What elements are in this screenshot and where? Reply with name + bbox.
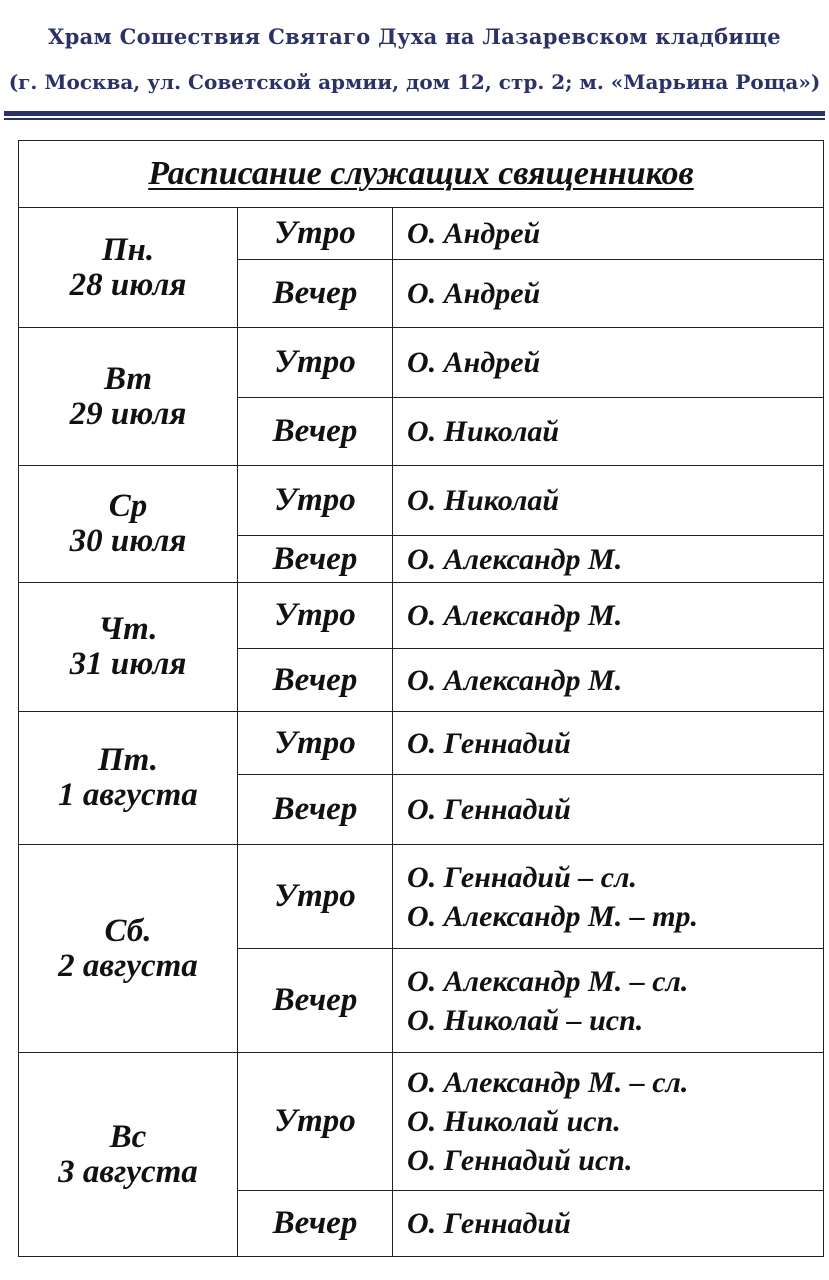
- day-name: Пн.: [101, 231, 155, 268]
- service-time: Вечер: [238, 536, 393, 583]
- priest-name: О. Александр М. – тр.: [407, 899, 699, 933]
- priest-cell: [393, 949, 824, 1053]
- priest-name: О. Александр М. – сл.: [407, 1066, 689, 1099]
- day-cell: [19, 583, 238, 712]
- schedule-row: [19, 712, 824, 775]
- priest-name: О. Андрей: [407, 346, 541, 379]
- priest-name: О. Александр М.: [407, 663, 623, 697]
- day-date: 3 августа: [58, 1153, 198, 1190]
- priest-cell: [393, 649, 824, 712]
- church-name: Храм Сошествия Святаго Духа на Лазаревском кладбище: [48, 24, 781, 49]
- priest-name: О. Геннадий исп.: [407, 1144, 633, 1177]
- priest-name: О. Геннадий: [407, 726, 571, 760]
- priest-cell: [393, 1053, 824, 1191]
- service-time: Утро: [238, 208, 393, 260]
- priest-cell: [393, 260, 824, 328]
- day-name: Пт.: [98, 742, 158, 778]
- priest-name: О. Александр М.: [407, 542, 623, 576]
- day-date: 28 июля: [69, 266, 187, 303]
- priest-name: О. Николай – исп.: [407, 1003, 644, 1037]
- priest-cell: [393, 328, 824, 398]
- service-time: Утро: [238, 1053, 393, 1191]
- service-time: Утро: [238, 583, 393, 649]
- day-cell: [19, 1053, 238, 1257]
- priest-name: О. Александр М.: [407, 599, 623, 632]
- priest-name: О. Николай: [407, 415, 560, 448]
- schedule-row: [19, 328, 824, 398]
- service-time: Вечер: [238, 398, 393, 466]
- day-date: 30 июля: [69, 523, 187, 559]
- priest-cell: [393, 845, 824, 949]
- priest-cell: [393, 466, 824, 536]
- priest-name: О. Геннадий: [407, 1207, 571, 1240]
- service-time: Утро: [238, 845, 393, 949]
- priest-name: О. Николай: [407, 484, 560, 517]
- service-time: Утро: [238, 712, 393, 775]
- schedule-row: [19, 583, 824, 649]
- title-row: [19, 141, 824, 208]
- header-divider-thick: [4, 111, 825, 116]
- day-name: Сб.: [104, 912, 152, 949]
- priest-name: О. Андрей: [407, 217, 541, 250]
- priest-name: О. Андрей: [407, 277, 541, 310]
- priest-cell: [393, 1191, 824, 1257]
- priest-cell: [393, 208, 824, 260]
- service-time: Утро: [238, 466, 393, 536]
- day-date: 29 июля: [69, 395, 187, 432]
- schedule-row: [19, 466, 824, 536]
- day-date: 31 июля: [69, 646, 187, 682]
- day-name: Чт.: [98, 611, 158, 647]
- schedule-table: [18, 140, 824, 1257]
- day-name: Ср: [108, 488, 148, 524]
- day-name: Вс: [109, 1118, 147, 1155]
- header-divider-thin: [4, 118, 825, 120]
- day-date: 1 августа: [58, 777, 198, 813]
- service-time: Вечер: [238, 649, 393, 712]
- day-date: 2 августа: [58, 947, 198, 984]
- schedule-row: [19, 208, 824, 260]
- schedule-title: Расписание служащих священников: [148, 155, 694, 192]
- day-cell: [19, 328, 238, 466]
- day-cell: [19, 712, 238, 845]
- service-time: Вечер: [238, 260, 393, 328]
- day-name: Вт: [103, 360, 153, 397]
- priest-cell: [393, 775, 824, 845]
- priest-cell: [393, 536, 824, 583]
- day-cell: [19, 466, 238, 583]
- service-time: Вечер: [238, 1191, 393, 1257]
- priest-name: О. Александр М. – сл.: [407, 964, 689, 998]
- priest-name: О. Николай исп.: [407, 1105, 621, 1138]
- day-cell: [19, 208, 238, 328]
- church-header: [0, 0, 829, 125]
- schedule-row: [19, 845, 824, 949]
- priest-cell: [393, 712, 824, 775]
- church-address: (г. Москва, ул. Советской армии, дом 12, стр. 2; м. «Марьина Роща»): [8, 70, 821, 94]
- schedule-row: [19, 1053, 824, 1191]
- priest-name: О. Геннадий – сл.: [407, 860, 637, 894]
- service-time: Вечер: [238, 949, 393, 1053]
- service-time: Утро: [238, 328, 393, 398]
- schedule-title-cell: [19, 141, 824, 208]
- priest-cell: [393, 398, 824, 466]
- priest-name: О. Геннадий: [407, 793, 571, 826]
- priest-cell: [393, 583, 824, 649]
- day-cell: [19, 845, 238, 1053]
- service-time: Вечер: [238, 775, 393, 845]
